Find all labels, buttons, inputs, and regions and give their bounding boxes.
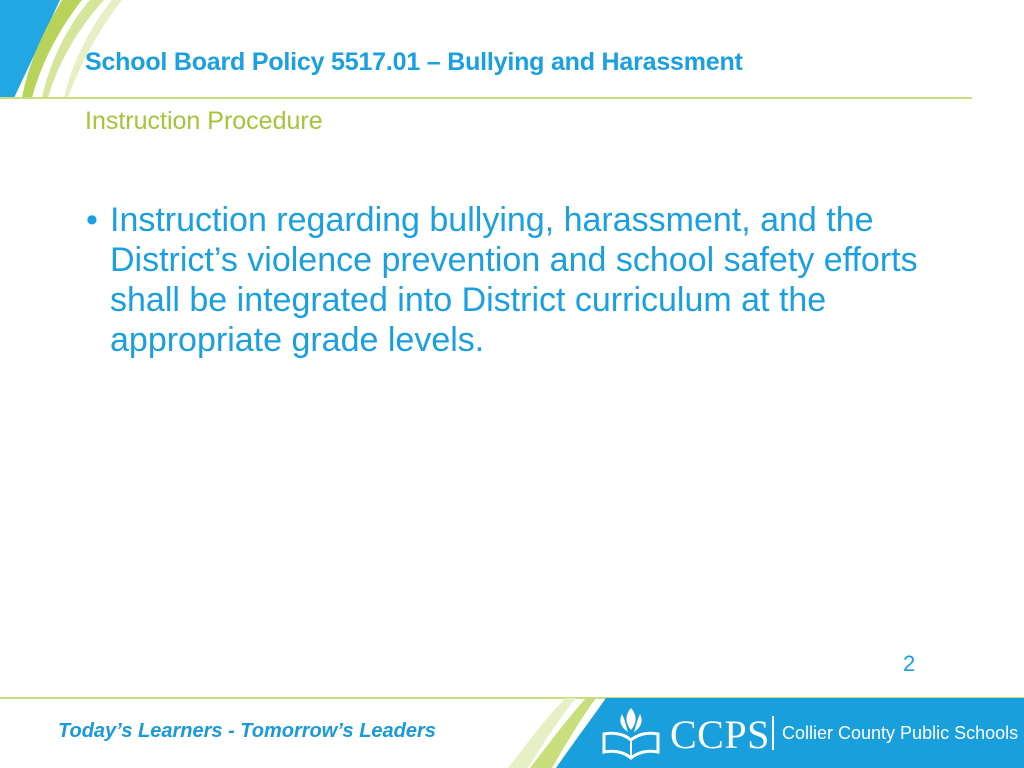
bullet-text: Instruction regarding bullying, harassment, and the District’s violence prevention and school safety efforts shall be integrated into District curriculum at the appropriate grade levels. — [110, 201, 918, 359]
page-number: 2 — [903, 651, 916, 676]
ccps-logo — [600, 702, 1020, 762]
organization-name: Collier County Public Schools — [782, 723, 1019, 743]
footer-tagline: Today’s Learners - Tomorrow’s Leaders — [58, 720, 436, 742]
logo-divider — [772, 716, 774, 750]
bullet-list — [86, 200, 966, 360]
bullet-item — [86, 200, 966, 360]
logo-text: CCPS — [670, 712, 770, 757]
slide-subtitle: Instruction Procedure — [85, 107, 323, 135]
header-divider — [0, 97, 972, 99]
open-book-flame-icon — [600, 704, 662, 760]
bullet-icon: • — [86, 201, 98, 239]
slide-title: School Board Policy 5517.01 – Bullying and Harassment — [85, 48, 743, 76]
